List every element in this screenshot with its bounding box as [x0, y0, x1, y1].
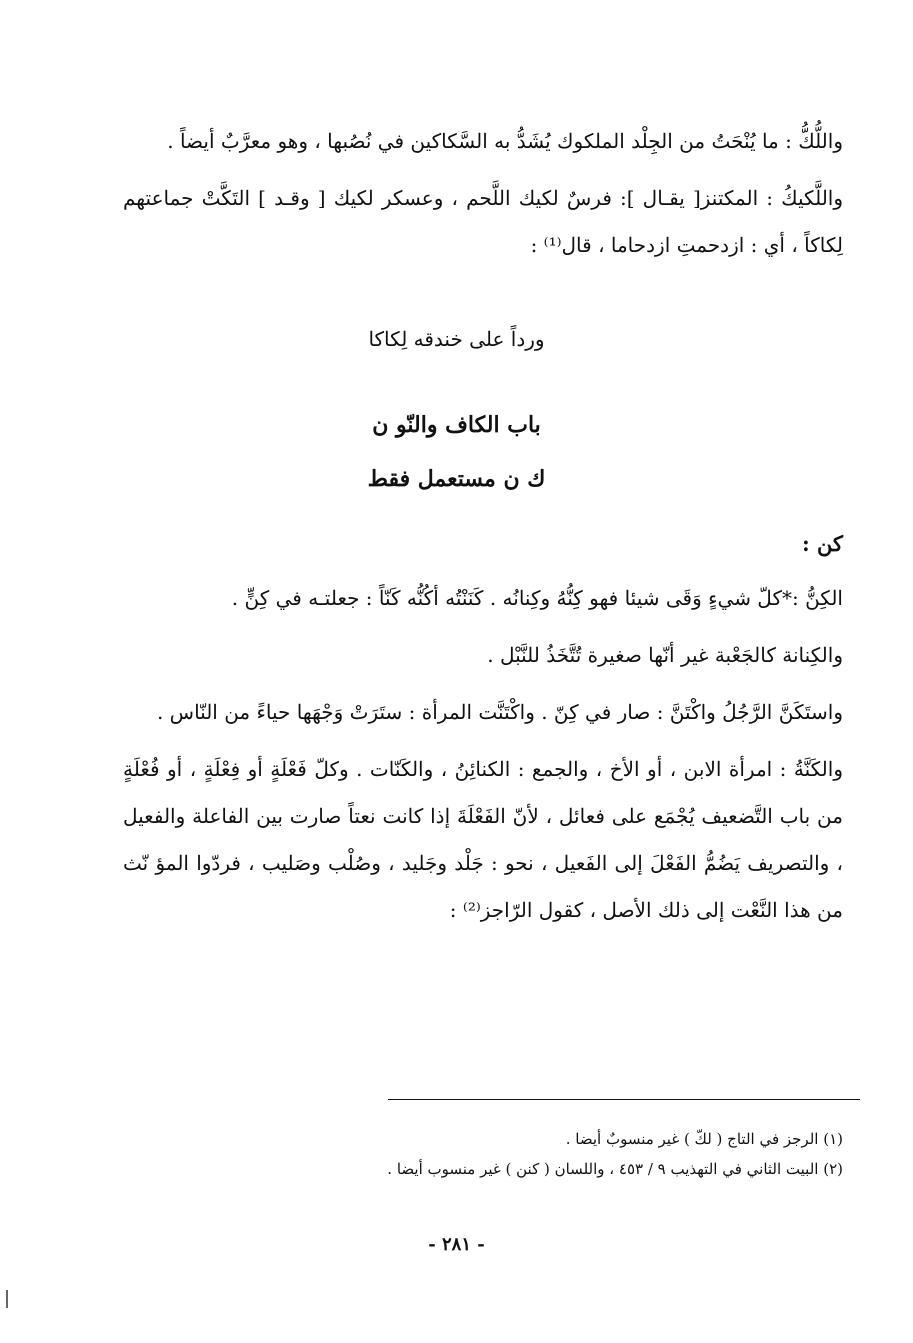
entry-headword: كن :	[801, 531, 843, 556]
top-entries	[123, 118, 843, 269]
paragraph-kinana: والكِنانة كالجَعْبة غير أنّها صغيرة تُتَّخَذُ للنَّبْل .	[487, 643, 843, 667]
scan-edge-mark	[6, 1290, 8, 1308]
verse-line: ورداً على خندقه لِكاكا	[368, 327, 545, 351]
chapter-heading: باب الكاف والنّو ن	[372, 412, 541, 438]
footnote-2: (٢) البيت الثاني في التهذيب ٩ / ٤٥٣ ، واللسان ( كنن ) غير منسوب أيضا .	[387, 1160, 843, 1178]
paragraph-lukk: واللُّكُّ : ما يُنْحَتُ من الجِلْد الملكوك يُشَدُّ به السَّكاكين في نُصُبها ، وهو معرَّبٌ أيضاً .	[167, 129, 843, 153]
paragraph-istakanna: واستَكَنَّ الرَّجُلُ واكْتَنَّ : صار في كِنّ . واكْتَنَّت المرأة : ستَرَتْ وَجْهَها حياءً من النّاس .	[156, 700, 843, 724]
main-entries	[123, 575, 843, 934]
section-heading: ك ن مستعمل فقط	[367, 466, 546, 492]
paragraph-kinn: الكِنُّ :*كلّ شيءٍ وَقَى شيئا فهو كِنُّهُ وكِنانُه . كَنَنْتُه أكُنُّه كَنّاً : جعلتـه في كِنٍّ .	[231, 586, 843, 610]
page-number: - ٢٨١ -	[428, 1234, 485, 1255]
footnotes	[123, 1124, 843, 1184]
paragraph-kanna: والكَنَّةُ : امرأة الابن ، أو الأخ ، والجمع : الكنائِنُ ، والكَنّات . وكلّ فَعْلَةٍ أو فِعْلَةٍ ، أو فُعْلَةٍ من باب التَّضعيف يُجْمَع على فعائل ، لأنّ الفَعْلَةَ إذا كانت نعتاً صارت بين الفاعلة والفعيل ، والتصريف يَضُمُّ الفَعْلَ إلى الفَعيل ، نحو : جَلْد وجَليد ، وصُلْب وصَليب ، فردّوا المؤ نّث من هذا النَّعْت إلى ذلك الأصل ، كقول الرّاجز⁽²⁾ :	[123, 757, 843, 922]
footnote-1: (١) الرجز في التاج ( لكّ ) غير منسوبٌ أيضا .	[565, 1130, 843, 1148]
paragraph-lakik: واللَّكيكُ : المكتنز[ يقـال ]: فرسٌ لكيك اللَّحم ، وعسكر لكيك [ وقـد ] التَكَّتْ جماعتهم لِكاكاً ، أي : ازدحمتِ ازدحاما ، قال⁽¹⁾ :	[123, 186, 843, 257]
footnote-divider	[388, 1099, 860, 1100]
